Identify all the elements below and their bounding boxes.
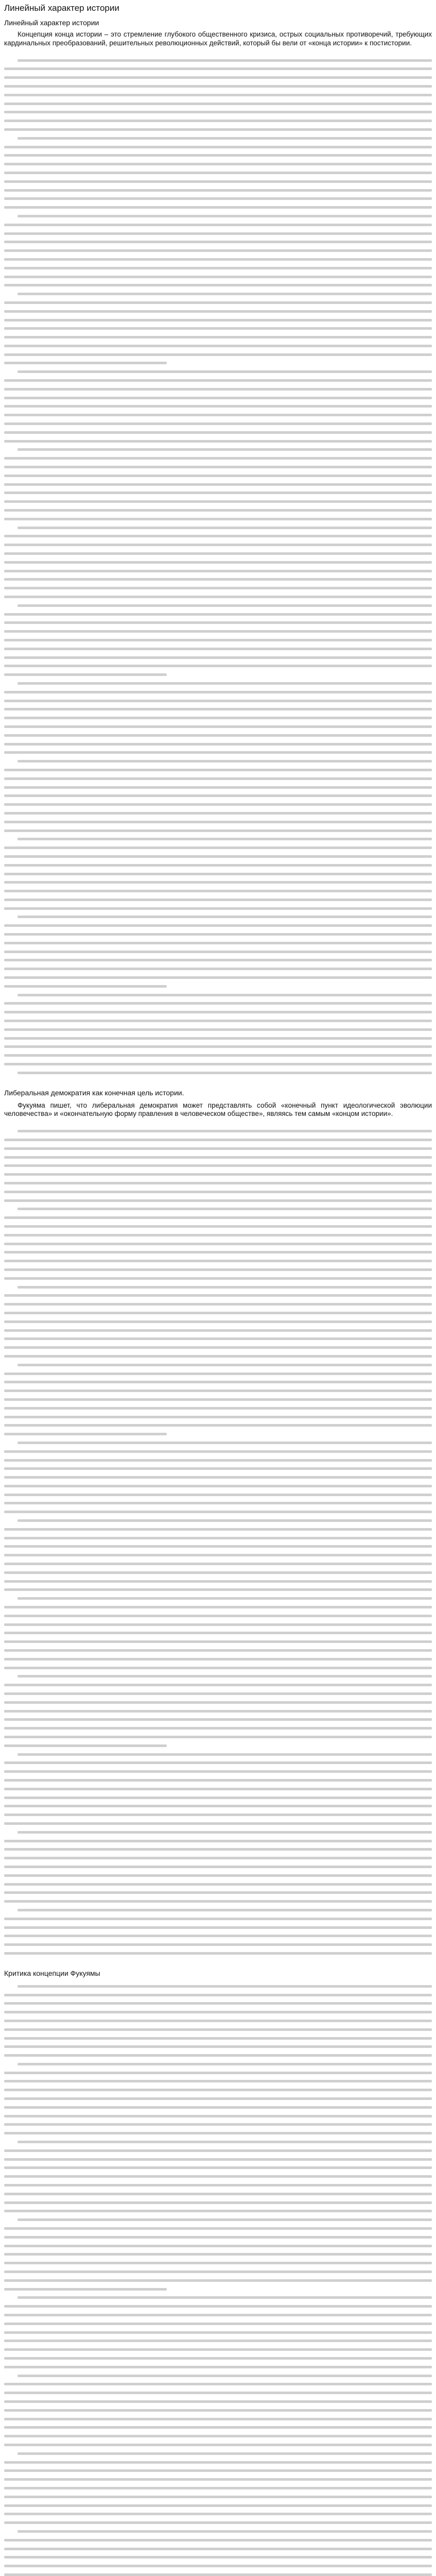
body-text-part2 (4, 1127, 432, 1958)
text-line-placeholder (4, 740, 432, 749)
text-line-placeholder (4, 1594, 432, 1603)
text-line-placeholder (4, 1949, 432, 1958)
text-line-placeholder (4, 1603, 432, 1612)
text-line-placeholder (4, 1931, 432, 1940)
text-line-placeholder (4, 2051, 432, 2060)
text-line-placeholder (4, 852, 432, 861)
text-line-placeholder (4, 2518, 432, 2527)
body-text-part3 (4, 1982, 432, 2576)
text-line-placeholder (4, 333, 432, 342)
text-line-placeholder (4, 1291, 432, 1300)
text-line-placeholder (4, 1568, 432, 1577)
text-line-placeholder (4, 1205, 432, 1213)
text-line-placeholder (4, 116, 432, 125)
text-line-placeholder (4, 298, 432, 307)
text-line-placeholder (4, 350, 432, 359)
text-line-placeholder (4, 1516, 432, 1525)
text-line-placeholder (4, 2103, 432, 2112)
text-line-placeholder (4, 1793, 432, 1802)
text-line-placeholder (4, 1828, 432, 1837)
text-line-placeholder (4, 1758, 432, 1767)
text-line-placeholder (4, 2077, 432, 2086)
text-line-placeholder (4, 463, 432, 471)
text-line-placeholder (4, 2285, 432, 2294)
text-line-placeholder (4, 1577, 432, 1586)
text-line-placeholder (4, 480, 432, 489)
text-line-placeholder (4, 1430, 432, 1438)
text-line-placeholder (4, 1733, 432, 1741)
text-line-placeholder (4, 264, 432, 273)
text-line-placeholder (4, 2484, 432, 2493)
text-line-placeholder (4, 316, 432, 325)
text-line-placeholder (4, 1802, 432, 1810)
text-line-placeholder (4, 1378, 432, 1386)
text-line-placeholder (4, 56, 432, 65)
text-line-placeholder (4, 2354, 432, 2363)
text-line-placeholder (4, 1525, 432, 1534)
text-line-placeholder (4, 1551, 432, 1560)
text-line-placeholder (4, 376, 432, 385)
text-line-placeholder (4, 2025, 432, 2034)
text-line-placeholder (4, 1456, 432, 1465)
text-line-placeholder (4, 999, 432, 1008)
text-line-placeholder (4, 1265, 432, 1274)
text-line-placeholder (4, 125, 432, 134)
text-line-placeholder (4, 2086, 432, 2094)
text-line-placeholder (4, 653, 432, 662)
text-line-placeholder (4, 203, 432, 212)
text-line-placeholder (4, 2562, 432, 2570)
text-line-placeholder (4, 506, 432, 515)
text-line-placeholder (4, 1161, 432, 1170)
text-line-placeholder (4, 385, 432, 394)
text-line-placeholder (4, 861, 432, 870)
text-line-placeholder (4, 2527, 432, 2536)
text-line-placeholder (4, 1179, 432, 1188)
text-line-placeholder (4, 2207, 432, 2215)
text-line-placeholder (4, 160, 432, 168)
text-line-placeholder (4, 290, 432, 298)
text-line-placeholder (4, 2380, 432, 2388)
text-line-placeholder (4, 1060, 432, 1069)
text-line-placeholder (4, 246, 432, 255)
text-line-placeholder (4, 1707, 432, 1716)
text-line-placeholder (4, 2371, 432, 2380)
text-line-placeholder (4, 1213, 432, 1222)
text-line-placeholder (4, 273, 432, 281)
text-line-placeholder (4, 532, 432, 540)
text-line-placeholder (4, 1404, 432, 1413)
text-line-placeholder (4, 887, 432, 895)
text-line-placeholder (4, 540, 432, 549)
text-line-placeholder (4, 2388, 432, 2397)
text-line-placeholder (4, 1499, 432, 1507)
section-title-liberal-democracy: Либеральная демократия как конечная цель истории. (4, 1088, 184, 1097)
text-line-placeholder (4, 1612, 432, 1620)
text-line-placeholder (4, 1127, 432, 1136)
text-line-placeholder (4, 2319, 432, 2328)
text-line-placeholder (4, 662, 432, 670)
text-line-placeholder (4, 1664, 432, 1672)
text-line-placeholder (4, 151, 432, 160)
text-line-placeholder (4, 1438, 432, 1447)
text-line-placeholder (4, 1042, 432, 1051)
text-line-placeholder (4, 2060, 432, 2069)
document-page (4, 3, 432, 2576)
text-line-placeholder (4, 168, 432, 177)
text-line-placeholder (4, 515, 432, 523)
text-line-placeholder (4, 2328, 432, 2337)
section2-paragraph-start: Фукуяма пишет, что либеральная демократия может представлять собой «конечный пункт идеологической эволюции человечества» и «окончательную форму правления в человеческом обществе», являясь тем самым «концом истории». (4, 1101, 432, 1118)
text-line-placeholder (4, 1153, 432, 1162)
text-line-placeholder (4, 1741, 432, 1750)
text-line-placeholder (4, 2493, 432, 2501)
text-line-placeholder (4, 2397, 432, 2406)
text-line-placeholder (4, 1837, 432, 1845)
text-line-placeholder (4, 697, 432, 705)
text-line-placeholder (4, 2302, 432, 2311)
text-line-placeholder (4, 2250, 432, 2259)
text-line-placeholder (4, 2415, 432, 2424)
text-line-placeholder (4, 1136, 432, 1144)
text-line-placeholder (4, 826, 432, 835)
text-line-placeholder (4, 177, 432, 186)
text-line-placeholder (4, 82, 432, 91)
text-line-placeholder (4, 1560, 432, 1568)
text-line-placeholder (4, 212, 432, 221)
text-line-placeholder (4, 1871, 432, 1880)
text-line-placeholder (4, 1386, 432, 1395)
text-line-placeholder (4, 800, 432, 809)
text-line-placeholder (4, 2242, 432, 2250)
text-line-placeholder (4, 1361, 432, 1369)
text-line-placeholder (4, 1655, 432, 1664)
text-line-placeholder (4, 1473, 432, 1482)
text-line-placeholder (4, 549, 432, 558)
text-line-placeholder (4, 2069, 432, 2077)
text-line-placeholder (4, 359, 432, 367)
text-line-placeholder (4, 2146, 432, 2155)
text-line-placeholder (4, 973, 432, 982)
section-title-critique: Критика концепции Фукуямы (4, 1969, 100, 1977)
text-line-placeholder (4, 939, 432, 947)
text-line-placeholder (4, 1897, 432, 1906)
text-line-placeholder (4, 1854, 432, 1862)
text-line-placeholder (4, 99, 432, 108)
text-line-placeholder (4, 636, 432, 645)
text-line-placeholder (4, 1248, 432, 1257)
text-line-placeholder (4, 1715, 432, 1724)
text-line-placeholder (4, 2155, 432, 2164)
text-line-placeholder (4, 73, 432, 82)
text-line-placeholder (4, 1923, 432, 1932)
text-line-placeholder (4, 2163, 432, 2172)
text-line-placeholder (4, 1317, 432, 1326)
text-line-placeholder (4, 1585, 432, 1594)
text-line-placeholder (4, 2293, 432, 2302)
text-line-placeholder (4, 1999, 432, 2008)
text-line-placeholder (4, 558, 432, 567)
text-line-placeholder (4, 229, 432, 238)
text-line-placeholder (4, 592, 432, 601)
text-line-placeholder (4, 1819, 432, 1828)
text-line-placeholder (4, 2475, 432, 2484)
text-line-placeholder (4, 1672, 432, 1681)
text-line-placeholder (4, 1069, 432, 1077)
text-line-placeholder (4, 1051, 432, 1060)
text-line-placeholder (4, 428, 432, 437)
text-line-placeholder (4, 2510, 432, 2518)
text-line-placeholder (4, 714, 432, 722)
text-line-placeholder (4, 757, 432, 766)
text-line-placeholder (4, 688, 432, 697)
text-line-placeholder (4, 2190, 432, 2198)
text-line-placeholder (4, 2536, 432, 2545)
text-line-placeholder (4, 1534, 432, 1543)
text-line-placeholder (4, 1862, 432, 1871)
text-line-placeholder (4, 1914, 432, 1923)
text-line-placeholder (4, 281, 432, 290)
text-line-placeholder (4, 91, 432, 99)
text-line-placeholder (4, 437, 432, 446)
text-line-placeholder (4, 1395, 432, 1404)
text-line-placeholder (4, 2034, 432, 2043)
text-line-placeholder (4, 2224, 432, 2233)
text-line-placeholder (4, 1231, 432, 1240)
text-line-placeholder (4, 1724, 432, 1733)
text-line-placeholder (4, 2570, 432, 2576)
text-line-placeholder (4, 342, 432, 350)
text-line-placeholder (4, 497, 432, 506)
text-line-placeholder (4, 2276, 432, 2285)
text-line-placeholder (4, 1482, 432, 1490)
text-line-placeholder (4, 791, 432, 800)
text-line-placeholder (4, 2042, 432, 2051)
text-line-placeholder (4, 2449, 432, 2458)
text-line-placeholder (4, 194, 432, 203)
text-line-placeholder (4, 454, 432, 463)
text-line-placeholder (4, 1767, 432, 1776)
text-line-placeholder (4, 1240, 432, 1248)
text-line-placeholder (4, 2016, 432, 2025)
text-line-placeholder (4, 1369, 432, 1378)
text-line-placeholder (4, 930, 432, 939)
text-line-placeholder (4, 912, 432, 921)
text-line-placeholder (4, 445, 432, 454)
text-line-placeholder (4, 921, 432, 930)
text-line-placeholder (4, 964, 432, 973)
text-line-placeholder (4, 2545, 432, 2553)
text-line-placeholder (4, 2501, 432, 2510)
text-line-placeholder (4, 818, 432, 826)
text-line-placeholder (4, 2172, 432, 2181)
text-line-placeholder (4, 2466, 432, 2475)
text-line-placeholder (4, 1490, 432, 1499)
text-line-placeholder (4, 1880, 432, 1889)
text-line-placeholder (4, 748, 432, 757)
text-line-placeholder (4, 2129, 432, 2138)
text-line-placeholder (4, 1144, 432, 1153)
text-line-placeholder (4, 1170, 432, 1179)
text-line-placeholder (4, 783, 432, 792)
text-line-placeholder (4, 584, 432, 592)
text-line-placeholder (4, 1750, 432, 1759)
text-line-placeholder (4, 1034, 432, 1043)
text-line-placeholder (4, 2138, 432, 2146)
text-line-placeholder (4, 1906, 432, 1914)
text-line-placeholder (4, 523, 432, 532)
text-line-placeholder (4, 108, 432, 116)
text-line-placeholder (4, 1352, 432, 1361)
text-line-placeholder (4, 670, 432, 679)
text-line-placeholder (4, 1689, 432, 1698)
text-line-placeholder (4, 1257, 432, 1265)
text-line-placeholder (4, 2363, 432, 2371)
text-line-placeholder (4, 895, 432, 904)
text-line-placeholder (4, 411, 432, 419)
text-line-placeholder (4, 394, 432, 402)
text-line-placeholder (4, 2259, 432, 2267)
text-line-placeholder (4, 575, 432, 584)
text-line-placeholder (4, 774, 432, 783)
text-line-placeholder (4, 567, 432, 575)
text-line-placeholder (4, 1991, 432, 1999)
text-line-placeholder (4, 1810, 432, 1819)
text-line-placeholder (4, 2458, 432, 2467)
text-line-placeholder (4, 601, 432, 610)
text-line-placeholder (4, 1016, 432, 1025)
text-line-placeholder (4, 238, 432, 246)
text-line-placeholder (4, 1698, 432, 1707)
text-line-placeholder (4, 2112, 432, 2121)
text-line-placeholder (4, 1681, 432, 1689)
text-line-placeholder (4, 1274, 432, 1283)
text-line-placeholder (4, 1982, 432, 1991)
text-line-placeholder (4, 1940, 432, 1949)
text-line-placeholder (4, 2120, 432, 2129)
text-line-placeholder (4, 221, 432, 229)
text-line-placeholder (4, 982, 432, 991)
text-line-placeholder (4, 1421, 432, 1430)
text-line-placeholder (4, 419, 432, 428)
text-line-placeholder (4, 2311, 432, 2319)
text-line-placeholder (4, 1196, 432, 1205)
text-line-placeholder (4, 307, 432, 316)
text-line-placeholder (4, 2094, 432, 2103)
document-subtitle: Линейный характер истории (4, 19, 99, 27)
text-line-placeholder (4, 2233, 432, 2242)
text-line-placeholder (4, 2553, 432, 2562)
text-line-placeholder (4, 324, 432, 333)
text-line-placeholder (4, 1507, 432, 1516)
text-line-placeholder (4, 904, 432, 913)
text-line-placeholder (4, 679, 432, 688)
text-line-placeholder (4, 1447, 432, 1456)
text-line-placeholder (4, 1188, 432, 1196)
text-line-placeholder (4, 1620, 432, 1629)
text-line-placeholder (4, 1542, 432, 1551)
text-line-placeholder (4, 1025, 432, 1034)
text-line-placeholder (4, 2008, 432, 2016)
text-line-placeholder (4, 2345, 432, 2354)
text-line-placeholder (4, 2406, 432, 2415)
text-line-placeholder (4, 766, 432, 774)
text-line-placeholder (4, 947, 432, 956)
text-line-placeholder (4, 367, 432, 376)
text-line-placeholder (4, 1464, 432, 1473)
text-line-placeholder (4, 627, 432, 636)
text-line-placeholder (4, 1629, 432, 1637)
text-line-placeholder (4, 2336, 432, 2345)
text-line-placeholder (4, 843, 432, 852)
text-line-placeholder (4, 1222, 432, 1231)
text-line-placeholder (4, 1413, 432, 1421)
text-line-placeholder (4, 1888, 432, 1897)
text-line-placeholder (4, 471, 432, 480)
text-line-placeholder (4, 1334, 432, 1343)
text-line-placeholder (4, 1283, 432, 1292)
text-line-placeholder (4, 2423, 432, 2432)
intro-paragraph-start: Концепция конца истории – это стремление глубокого общественного кризиса, острых социальных противоречий, требующих кардинальных преобразований, решительных революционных действий, который бы вели от «конца истории» к постистории. (4, 30, 432, 47)
text-line-placeholder (4, 1300, 432, 1309)
text-line-placeholder (4, 956, 432, 964)
text-line-placeholder (4, 991, 432, 999)
text-line-placeholder (4, 1637, 432, 1646)
text-line-placeholder (4, 2215, 432, 2224)
document-title: Линейный характер истории (4, 3, 119, 13)
text-line-placeholder (4, 1646, 432, 1655)
text-line-placeholder (4, 878, 432, 887)
text-line-placeholder (4, 2181, 432, 2190)
text-line-placeholder (4, 705, 432, 714)
text-line-placeholder (4, 402, 432, 411)
text-line-placeholder (4, 2432, 432, 2441)
body-text-part1 (4, 56, 432, 1077)
text-line-placeholder (4, 870, 432, 878)
text-line-placeholder (4, 134, 432, 143)
text-line-placeholder (4, 722, 432, 731)
text-line-placeholder (4, 1309, 432, 1317)
text-line-placeholder (4, 2267, 432, 2276)
text-line-placeholder (4, 1845, 432, 1854)
text-line-placeholder (4, 1776, 432, 1785)
text-line-placeholder (4, 809, 432, 818)
text-line-placeholder (4, 186, 432, 195)
text-line-placeholder (4, 618, 432, 627)
text-line-placeholder (4, 1343, 432, 1352)
text-line-placeholder (4, 731, 432, 740)
text-line-placeholder (4, 835, 432, 843)
text-line-placeholder (4, 1785, 432, 1793)
text-line-placeholder (4, 610, 432, 619)
text-line-placeholder (4, 2198, 432, 2207)
text-line-placeholder (4, 1326, 432, 1335)
text-line-placeholder (4, 1008, 432, 1016)
text-line-placeholder (4, 255, 432, 264)
text-line-placeholder (4, 2441, 432, 2449)
text-line-placeholder (4, 143, 432, 151)
text-line-placeholder (4, 64, 432, 73)
text-line-placeholder (4, 645, 432, 653)
text-line-placeholder (4, 488, 432, 497)
